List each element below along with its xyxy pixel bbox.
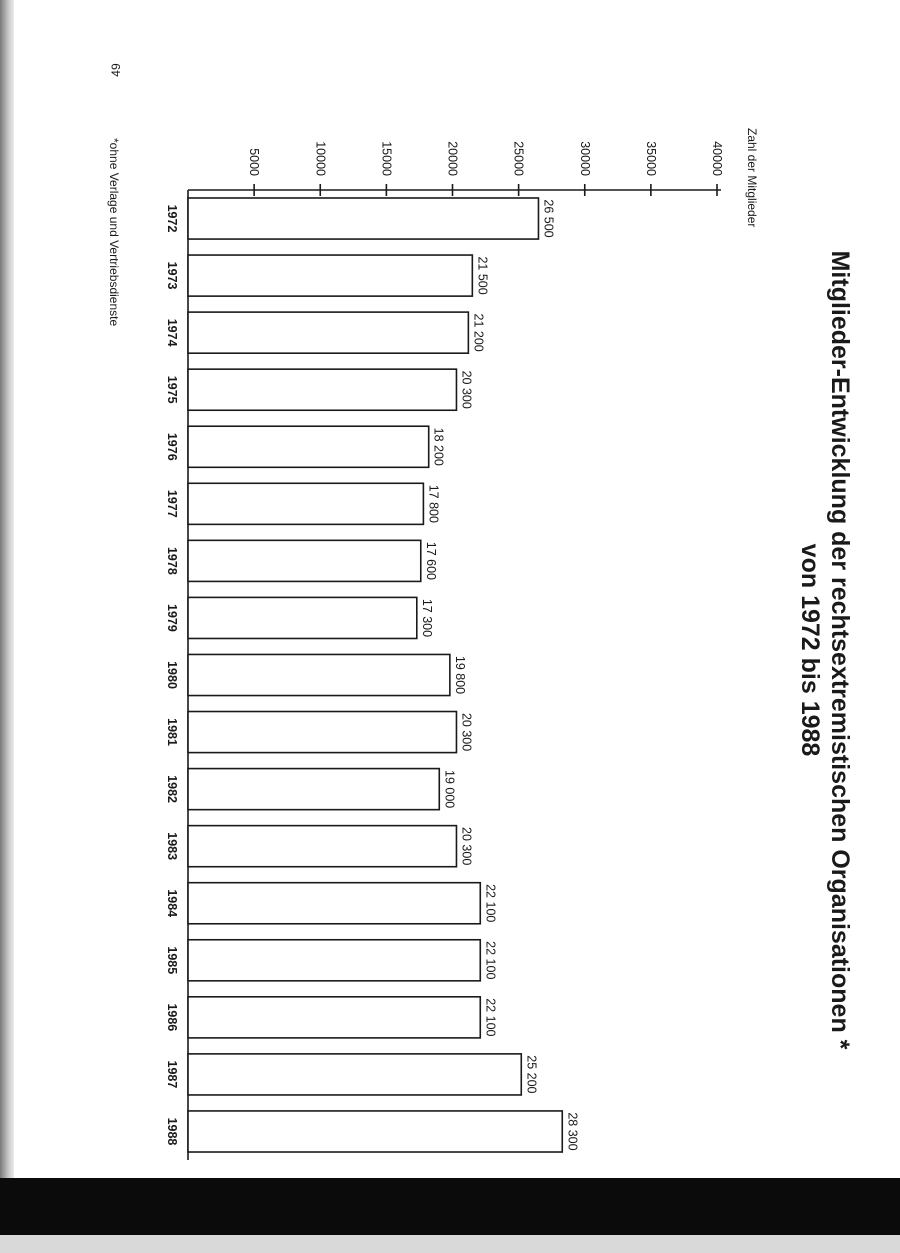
value-label: 28 300 [565,1112,580,1151]
bar [188,597,417,638]
page-number: 49 [109,63,123,77]
category-label: 1988 [165,1117,179,1146]
y-tick-label: 25000 [511,141,526,176]
value-label: 25 200 [524,1055,539,1094]
category-label: 1976 [165,432,179,461]
bar [188,483,423,524]
value-label: 20 300 [459,827,474,866]
value-label: 17 800 [426,484,441,523]
bar [188,1054,521,1095]
bar [188,997,480,1038]
category-label: 1983 [165,832,179,861]
y-tick-label: 15000 [379,141,394,176]
category-label: 1985 [165,946,179,975]
bars [188,198,562,1152]
value-label: 19 000 [442,770,457,809]
category-label: 1974 [165,318,179,347]
bar [188,940,480,981]
y-axis-label: Zahl der Mitglieder [745,128,759,228]
category-label: 1973 [165,261,179,290]
value-label: 22 100 [483,998,498,1037]
y-tick-label: 5000 [247,148,262,176]
category-label: 1979 [165,604,179,632]
category-label: 1978 [165,546,179,575]
bar [188,1111,562,1152]
category-label: 1982 [165,775,179,804]
category-label: 1986 [165,1003,179,1032]
value-label: 18 200 [431,427,446,466]
value-label: 17 300 [419,598,434,638]
category-label: 1975 [165,375,179,404]
category-label: 1981 [165,718,179,746]
y-tick-label: 40000 [710,141,724,176]
rotated-page [107,63,854,1160]
category-labels [165,205,179,1146]
footnote: *ohne Verlage und Vertriebsdienste [107,138,121,327]
bar [188,769,439,810]
category-label: 1984 [165,889,179,918]
value-label: 26 500 [541,199,556,238]
category-label: 1980 [165,661,179,689]
category-label: 1987 [165,1060,179,1089]
y-tick-label: 35000 [643,141,658,176]
bar [188,312,468,353]
value-label: 22 100 [483,941,498,980]
y-tick-label: 10000 [313,141,328,176]
value-label: 20 300 [459,370,474,409]
bar [188,654,450,695]
value-label: 20 300 [459,712,474,752]
bar [188,712,456,753]
value-label: 21 500 [475,256,490,295]
y-tick-label: 30000 [577,141,592,176]
bar [188,255,472,296]
tick-labels [247,141,724,176]
value-label: 21 200 [471,313,486,352]
chart-title-line1: Mitglieder-Entwicklung der rechtsextremistischen Organisationen * [826,250,854,1050]
category-label: 1972 [165,204,179,233]
value-label: 22 100 [483,884,498,923]
bar [188,883,480,924]
bar [188,369,456,410]
category-label: 1977 [165,489,179,518]
bar [188,198,538,239]
y-tick-label: 20000 [445,141,460,176]
value-label: 17 600 [423,541,438,580]
bar [188,426,429,467]
bar [188,540,421,581]
chart-title-line2: von 1972 bis 1988 [796,543,824,757]
value-label: 19 800 [452,655,467,695]
bar [188,826,456,867]
